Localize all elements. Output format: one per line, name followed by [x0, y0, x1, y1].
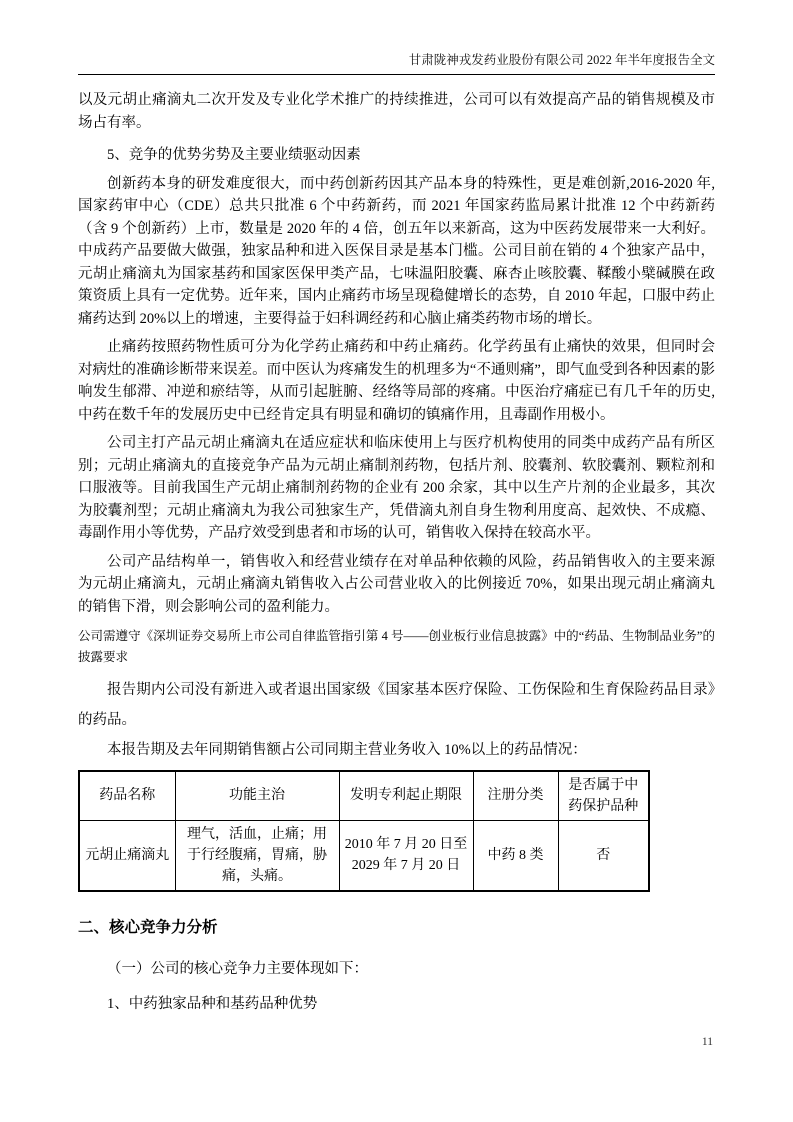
table-row: [79, 820, 649, 891]
page-header: [78, 0, 715, 75]
column-header-registration-class: 注册分类: [473, 771, 558, 821]
report-header-title: 甘肃陇神戎发药业股份有限公司 2022 年半年度报告全文: [408, 53, 715, 67]
paragraph-continuation: 以及元胡止痛滴丸二次开发及专业化学术推广的持续推进，公司可以有效提高产品的销售规模及市场占有率。: [78, 92, 715, 131]
cell-tcm-protected: 否: [558, 820, 649, 891]
subheading-exclusive-variety-advantage: 1、中药独家品种和基药品种优势: [107, 996, 318, 1012]
page-number: 11: [701, 1036, 713, 1048]
drug-table-header: [79, 771, 649, 821]
paragraph-innovation-drugs: 创新药本身的研发难度很大，而中药创新药因其产品本身的特殊性，更是难创新,2016-2020 年,国家药审中心（CDE）总共只批准 6 个中药新药，而 2021 年国家药监局累计批准 12 个中药新药（含 9 个创新药）上市，数量是 2020 年的 4 倍，创五年以来新高，这为中医药发展带来一大利好。中成药产品要做大做强，独家品种和进入医保目录是基本门槛。公司目前在销的 4 个独家产品中，元胡止痛滴丸为国家基药和国家医保甲类产品，七味温阳胶囊、麻杏止咳胶囊、鞣酸小檗碱膜在政策资质上具有一定优势。近年来，国内止痛药市场呈现稳健增长的态势，自 2010 年起，口服中药止痛药达到 20%以上的增速，主要得益于妇科调经药和心脑止痛类药物市场的增长。: [78, 175, 715, 327]
cell-registration-class: 中药 8 类: [473, 820, 558, 891]
drug-table-body: [79, 820, 649, 891]
cell-patent-term: 2010 年 7 月 20 日至 2029 年 7 月 20 日: [339, 820, 473, 891]
note-disclosure-requirement: 公司需遵守《深圳证券交易所上市公司自律监管指引第 4 号——创业板行业信息披露》中的“药品、生物制品业务”的披露要求: [78, 629, 715, 664]
drug-info-table: [78, 770, 650, 892]
paragraph-single-product-risk: 公司产品结构单一，销售收入和经营业绩存在对单品种依赖的风险，药品销售收入的主要来源为元胡止痛滴丸，元胡止痛滴丸销售收入占公司营业收入的比例接近 70%，如果出现元胡止痛滴丸的销售下滑，则会影响公司的盈利能力。: [78, 553, 715, 615]
heading-core-competitiveness: 二、核心竞争力分析: [78, 918, 218, 936]
cell-drug-name: 元胡止痛滴丸: [79, 820, 175, 891]
table-header-row: [79, 771, 649, 821]
paragraph-table-intro: 本报告期及去年同期销售额占公司同期主营业务收入 10%以上的药品情况：: [107, 742, 587, 758]
cell-indications: 理气，活血，止痛；用于行经腹痛，胃痛，胁痛，头痛。: [175, 820, 339, 891]
column-header-drug-name: 药品名称: [79, 771, 175, 821]
subheading-core-competitiveness-intro: （一）公司的核心竞争力主要体现如下：: [107, 960, 368, 977]
paragraph-main-product: 公司主打产品元胡止痛滴丸在适应症状和临床使用上与医疗机构使用的同类中成药产品有所区别；元胡止痛滴丸的直接竞争产品为元胡止痛制剂药物，包括片剂、胶囊剂、软胶囊剂、颗粒剂和口服液等。目前我国生产元胡止痛制剂药物的企业有 200 余家，其中以生产片剂的企业最多，其次为胶囊剂型；元胡止痛滴丸为我公司独家生产，凭借滴丸剂自身生物利用度高、起效快、不成瘾、毒副作用小等优势，产品疗效受到患者和市场的认可，销售收入保持在较高水平。: [78, 435, 715, 541]
paragraph-painkiller-market: 止痛药按照药物性质可分为化学药止痛药和中药止痛药。化学药虽有止痛快的效果，但同时会对病灶的准确诊断带来误差。而中医认为疼痛发生的机理多为“不通则痛”，即气血受到各种因素的影响发生郁滞、冲逆和瘀结等，从而引起脏腑、经络等局部的疼痛。中医治疗痛症已有几千年的历史,中药在数千年的发展历史中已经肯定具有明显和确切的镇痛作用，且毒副作用极小。: [78, 339, 715, 423]
column-header-patent-term: 发明专利起止期限: [339, 771, 473, 821]
heading-competition-drivers: 5、竞争的优势劣势及主要业绩驱动因素: [107, 147, 361, 163]
column-header-indications: 功能主治: [175, 771, 339, 821]
paragraph-insurance-catalog: 报告期内公司没有新进入或者退出国家级《国家基本医疗保险、工伤保险和生育保险药品目录》的药品。: [78, 682, 715, 728]
column-header-tcm-protected: 是否属于中药保护品种: [558, 771, 649, 821]
